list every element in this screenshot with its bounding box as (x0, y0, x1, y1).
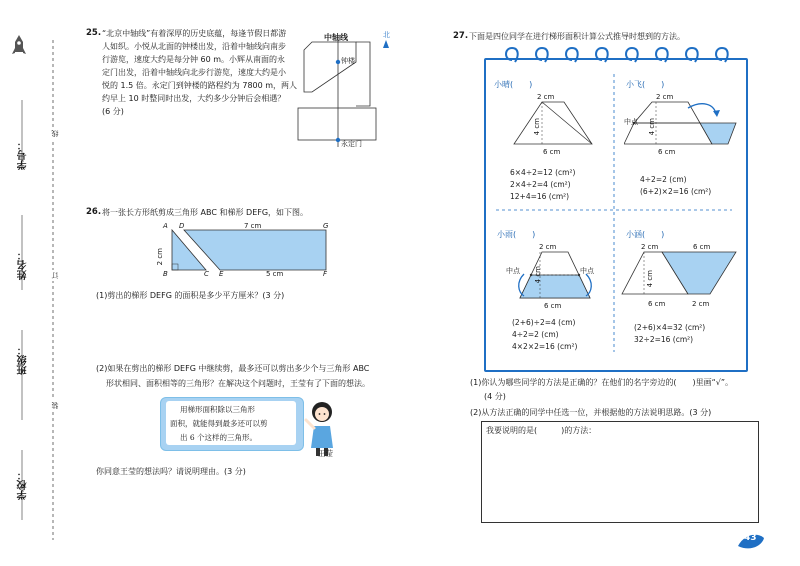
page-number: 43 (744, 533, 757, 543)
calc-line: (2+6)×4=32 (cm²) (634, 323, 706, 332)
girl-name: 王莹 (318, 449, 333, 458)
p2-mid: 中点 (624, 118, 638, 126)
q25-line: 悦的 1.5 倍。永定门到钟楼的路程约为 7800 m，两人 (102, 81, 298, 90)
p4-bottom2: 2 cm (692, 300, 710, 308)
calc-line: 4÷2=2 (cm) (640, 175, 687, 184)
panel-name-xiaohan[interactable]: 小涵( ) (626, 230, 665, 239)
answer-box-label: 我要说明的是( )的方法： (486, 426, 597, 435)
panel-name-xiaofei[interactable]: 小飞( ) (626, 80, 665, 89)
cut-mark-zhuang: 装 (51, 402, 59, 409)
q25-line: 定门出发，沿着中轴线向北步行游览，速度大约是小 (102, 68, 286, 77)
q26-part2-line2: 形状相同、面积相等的三角形？在解决这个问题时，王莹有了下面的想法。 (106, 379, 370, 388)
binding-margin (0, 0, 70, 566)
p4-top2: 6 cm (693, 243, 711, 251)
calc-line: (6+2)×2=16 (cm²) (640, 187, 712, 196)
q27-number: 27. (453, 31, 469, 41)
q26-stem: 将一张长方形纸剪成三角形 ABC 和梯形 DEFG，如下图。 (102, 208, 309, 217)
rocket-icon (12, 34, 26, 58)
p3-mid-right: 中点 (580, 267, 594, 275)
dim-top: 7 cm (244, 222, 262, 230)
bubble-line: 出 6 个这样的三角形。 (180, 433, 258, 442)
panel4-trapezoid (618, 246, 742, 304)
point-g: G (323, 222, 329, 230)
p2-bottom: 6 cm (658, 148, 676, 156)
q27-stem: 下面是四位同学在进行梯形面积计算公式推导时想到的方法。 (469, 32, 685, 41)
class-label: 班级： (18, 345, 29, 375)
student-id-label: 学号： (18, 140, 29, 170)
calc-line: 6×4÷2=12 (cm²) (510, 168, 576, 177)
p2-side: 4 cm (648, 118, 656, 136)
student-name-label: 姓名： (18, 250, 29, 280)
q27-part1-line2: (4 分) (484, 392, 506, 401)
q25-number: 25. (86, 28, 102, 38)
point-a: A (163, 222, 168, 230)
cut-mark-line: 线 (51, 130, 59, 137)
calc-line: 12+4=16 (cm²) (510, 192, 570, 201)
p1-side: 4 cm (533, 118, 541, 136)
q27-part2: (2)从方法正确的同学中任选一位，并根据他的方法说明思路。(3 分) (470, 408, 712, 417)
dim-side: 2 cm (156, 248, 164, 266)
dim-bottom: 5 cm (266, 270, 284, 278)
p3-calc (512, 317, 577, 353)
q25-line: 人如织。小悦从北面的钟楼出发，沿着中轴线向南步 (102, 42, 286, 51)
p1-top: 2 cm (537, 93, 555, 101)
calc-line: 4÷2=2 (cm) (512, 330, 559, 339)
panel-name-xiaoqing[interactable]: 小晴( ) (494, 80, 533, 89)
panel2-trapezoid (624, 96, 742, 154)
point-c: C (204, 270, 209, 278)
panel1-trapezoid (508, 96, 598, 154)
p1-calc (510, 167, 575, 203)
q26-number: 26. (86, 207, 102, 217)
panel3-trapezoid (510, 246, 600, 306)
point-d: D (179, 222, 185, 230)
point-f: F (323, 270, 328, 278)
panel-name-xiaoyu[interactable]: 小雨( ) (497, 230, 536, 239)
q25-text (102, 27, 302, 118)
school-label: 学校： (18, 470, 29, 500)
q26-ask: 你同意王莹的想法吗？请说明理由。(3 分) (96, 467, 246, 476)
p4-calc (634, 322, 705, 346)
p3-side: 4 cm (534, 266, 542, 284)
q25-line: “北京中轴线”有着深厚的历史底蕴，每逢节假日都游 (102, 29, 287, 38)
bubble-text (170, 403, 298, 445)
calc-line: 4×2×2=16 (cm²) (512, 342, 578, 351)
p2-calc (640, 174, 711, 198)
q25-map (294, 32, 394, 154)
bubble-line: 用梯形面积除以三角形 (180, 405, 255, 414)
p1-bottom: 6 cm (543, 148, 561, 156)
p3-bottom: 6 cm (544, 302, 562, 310)
gate-label: 永定门 (341, 140, 362, 148)
p4-top: 2 cm (641, 243, 659, 251)
p3-mid-left: 中点 (506, 267, 520, 275)
q26-part1: (1)剪出的梯形 DEFG 的面积是多少平方厘米？(3 分) (96, 291, 285, 300)
bell-tower-label: 钟楼 (341, 57, 355, 65)
q25-line: 行游览，速度大约是每分钟 60 m。小辉从南面的永 (102, 55, 286, 64)
p4-side: 4 cm (646, 270, 654, 288)
map-title: 中轴线 (324, 33, 348, 42)
p4-bottom: 6 cm (648, 300, 666, 308)
q27-part1-line1: (1)你认为哪些同学的方法是正确的？在他们的名字旁边的( )里画“√”。 (470, 378, 733, 387)
point-e: E (219, 270, 224, 278)
q26-figure (166, 226, 334, 274)
calc-line: 2×4÷2=4 (cm²) (510, 180, 571, 189)
bubble-line: 面积，就能得到最多还可以剪 (170, 419, 268, 428)
q26-part2-line1: (2)如果在剪出的梯形 DEFG 中继续剪，最多还可以剪出多少个与三角形 ABC (96, 364, 370, 373)
point-b: B (163, 270, 168, 278)
binding-lines (0, 0, 70, 566)
p2-top: 2 cm (656, 93, 674, 101)
north-label: 北 (383, 31, 390, 39)
q25-line: 约早上 10 时整同时出发，大约多少分钟后会相遇？ (102, 94, 286, 103)
cut-mark-ding: 订 (51, 272, 59, 279)
calc-line: 32÷2=16 (cm²) (634, 335, 694, 344)
calc-line: (2+6)÷2=4 (cm) (512, 318, 576, 327)
q25-line: (6 分) (102, 107, 124, 116)
p3-top: 2 cm (539, 243, 557, 251)
